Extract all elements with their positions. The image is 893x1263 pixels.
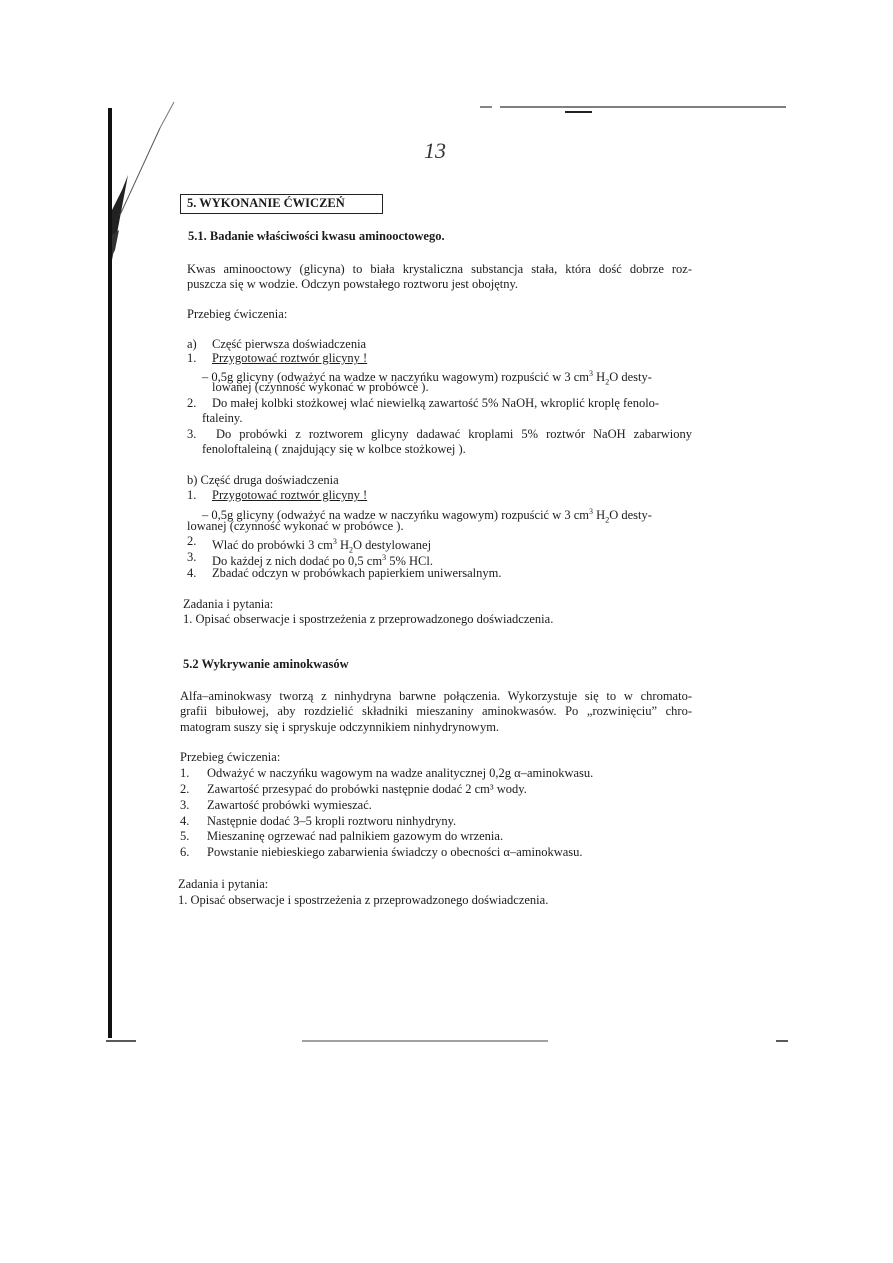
- s52-step-text: Następnie dodać 3–5 kropli roztworu ninhydryny.: [207, 814, 457, 828]
- s52-step-number: 2.: [180, 782, 190, 796]
- a1-line1-h: H: [593, 370, 606, 385]
- b1-title: Przygotować roztwór glicyny !: [212, 488, 368, 502]
- s52-step-number: 4.: [180, 814, 190, 828]
- s51-przebieg-label: Przebieg ćwiczenia:: [187, 307, 288, 321]
- b2-text-pre: Wlać do probówki 3 cm: [212, 538, 333, 553]
- s51-zadania-label: Zadania i pytania:: [183, 597, 274, 611]
- a1-line1-post: O desty-: [609, 370, 652, 385]
- section-5-2-heading: 5.2 Wykrywanie aminokwasów: [183, 657, 349, 671]
- s52-step-text: Powstanie niebieskiego zabarwienia świadczy o obecności α–aminokwasu.: [207, 845, 583, 859]
- s51-zadania-item-1: 1. Opisać obserwacje i spostrzeżenia z przeprowadzonego doświadczenia.: [183, 612, 554, 626]
- s52-intro-line1: Alfa–aminokwasy tworzą z ninhydryna barwne połączenia. Wykorzystuje się to w chromato-: [180, 689, 692, 703]
- b2-number: 2.: [187, 534, 197, 548]
- part-a-title: Część pierwsza doświadczenia: [212, 337, 367, 351]
- a1-line1-text: – 0,5g glicyny (odważyć na wadze w naczyńku wagowym) rozpuścić w 3 cm: [202, 370, 590, 385]
- b1-line1-h: H: [593, 508, 606, 523]
- b2-h: H: [336, 538, 349, 553]
- section-5-1-heading: 5.1. Badanie właściwości kwasu aminooctowego.: [188, 229, 445, 243]
- a1-title: Przygotować roztwór glicyny !: [212, 351, 368, 365]
- section-title-box: [180, 194, 383, 214]
- s52-step-number: 3.: [180, 798, 190, 812]
- s52-step-text: Odważyć w naczyńku wagowym na wadze analitycznej 0,2g α–aminokwasu.: [207, 766, 594, 780]
- s52-step-number: 6.: [180, 845, 190, 859]
- s52-intro-line3: matogram suszy się i spryskuje odczynnikiem ninhydrynowym.: [180, 720, 500, 734]
- a2-number: 2.: [187, 396, 197, 410]
- s52-intro-line2: grafii bibułowej, aby rozdzielić składniki mieszaniny aminokwasów. Po „rozwinięciu” chro-: [180, 704, 692, 718]
- b1-number: 1.: [187, 488, 197, 502]
- s52-przebieg-label: Przebieg ćwiczenia:: [180, 750, 281, 764]
- b3-text-pre: Do każdej z nich dodać po 0,5 cm: [212, 554, 383, 569]
- a2-line1: Do małej kolbki stożkowej wlać niewielką zawartość 5% NaOH, wkroplić kroplę fenolo-: [212, 396, 660, 410]
- a3-number: 3.: [187, 427, 197, 441]
- a3-line1: Do probówki z roztworem glicyny dadawać kroplami 5% roztwór NaOH zabarwiony: [216, 427, 692, 441]
- b4-number: 4.: [187, 566, 197, 580]
- page-number: 13: [424, 138, 446, 163]
- b2-text-post: O destylowanej: [352, 538, 432, 553]
- b3-number: 3.: [187, 550, 197, 564]
- b3-text-post: 5% HCl.: [386, 554, 433, 569]
- b1-line2: lowanej (czynność wykonać w probówce ).: [187, 519, 404, 533]
- part-a-label: a): [187, 337, 197, 351]
- a1-line2: lowanej (czynność wykonać w probówce ).: [212, 380, 429, 394]
- part-b-title: b) Część druga doświadczenia: [187, 473, 339, 487]
- s52-step-text: Mieszaninę ogrzewać nad palnikiem gazowym do wrzenia.: [207, 829, 504, 843]
- b1-line1-post: O desty-: [609, 508, 652, 523]
- s52-zadania-label: Zadania i pytania:: [178, 877, 269, 891]
- b2-sub: 2: [348, 545, 353, 555]
- s52-step-number: 5.: [180, 829, 190, 843]
- b3-sup: 3: [382, 553, 387, 562]
- b2-sup: 3: [332, 537, 337, 546]
- a3-line2: fenoloftaleiną ( znajdujący się w kolbce stożkowej ).: [202, 442, 466, 456]
- s52-step-text: Zawartość przesypać do probówki następnie dodać 2 cm³ wody.: [207, 782, 527, 796]
- s51-intro-line1: Kwas aminooctowy (glicyna) to biała krystaliczna substancja stała, która dość dobrze roz-: [187, 262, 692, 276]
- a1-number: 1.: [187, 351, 197, 365]
- s52-zadania-item-1: 1. Opisać obserwacje i spostrzeżenia z przeprowadzonego doświadczenia.: [178, 893, 549, 907]
- a1-line1-sub: 2: [605, 377, 610, 387]
- s52-step-text: Zawartość probówki wymieszać.: [207, 798, 372, 812]
- b1-line1-sup: 3: [589, 507, 594, 516]
- b1-line1-text: – 0,5g glicyny (odważyć na wadze w naczyńku wagowym) rozpuścić w 3 cm: [202, 508, 590, 523]
- s52-step-number: 1.: [180, 766, 190, 780]
- b4-text: Zbadać odczyn w probówkach papierkiem uniwersalnym.: [212, 566, 502, 580]
- a2-line2: ftaleiny.: [202, 411, 243, 425]
- s51-intro-line2: puszcza się w wodzie. Odczyn powstałego roztworu jest obojętny.: [187, 277, 519, 291]
- b1-line1-sub: 2: [605, 515, 610, 525]
- section-title: 5. WYKONANIE ĆWICZEŃ: [187, 196, 345, 210]
- a1-line1-sup: 3: [589, 369, 594, 378]
